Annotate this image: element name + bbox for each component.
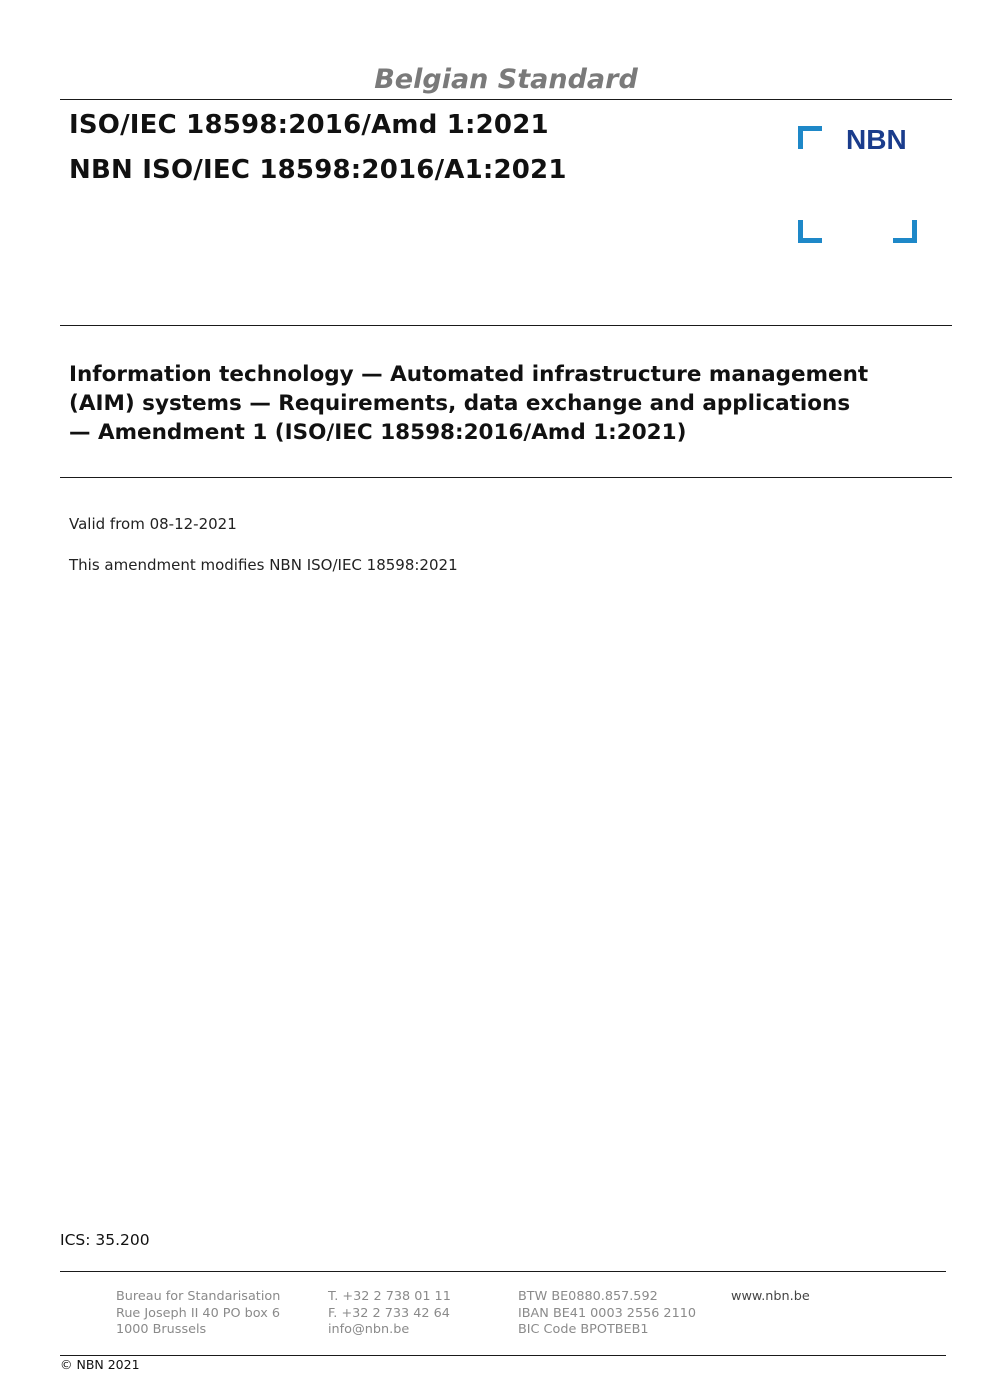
footer-line: Rue Joseph II 40 PO box 6 xyxy=(116,1305,280,1321)
footer-line: BTW BE0880.857.592 xyxy=(518,1289,658,1304)
nbn-logo xyxy=(796,122,920,248)
logo-text: NBN xyxy=(846,124,907,155)
footer-banking xyxy=(518,1289,696,1339)
amendment-note: This amendment modifies NBN ISO/IEC 18598:2021 xyxy=(69,556,458,574)
nbn-standard-code: NBN ISO/IEC 18598:2016/A1:2021 xyxy=(69,155,567,185)
top-divider xyxy=(60,99,952,100)
footer-line: Bureau for Standarisation xyxy=(116,1289,281,1304)
iso-standard-code: ISO/IEC 18598:2016/Amd 1:2021 xyxy=(69,110,549,140)
title-bottom-divider xyxy=(60,477,952,478)
footer-email-link[interactable]: info@nbn.be xyxy=(328,1322,410,1337)
valid-from-text: Valid from 08-12-2021 xyxy=(69,515,237,533)
copyright-notice: © NBN 2021 xyxy=(60,1357,140,1372)
footer-website xyxy=(731,1289,810,1306)
ics-code: ICS: 35.200 xyxy=(60,1231,150,1249)
title-line: — Amendment 1 (ISO/IEC 18598:2016/Amd 1:2021) xyxy=(69,420,687,445)
footer-contact xyxy=(328,1289,451,1339)
footer-address xyxy=(116,1289,280,1339)
footer-line: IBAN BE41 0003 2556 2110 xyxy=(518,1305,697,1321)
footer-phone: T. +32 2 738 01 11 xyxy=(328,1289,451,1304)
title-line: Information technology — Automated infrastructure management xyxy=(69,362,869,387)
footer-top-divider xyxy=(60,1271,946,1272)
footer-fax: F. +32 2 733 42 64 xyxy=(328,1305,450,1321)
footer-line: 1000 Brussels xyxy=(116,1322,207,1337)
document-type-heading: Belgian Standard xyxy=(374,64,638,95)
title-line: (AIM) systems — Requirements, data exchange and applications xyxy=(69,391,851,416)
document-title xyxy=(69,360,949,447)
footer-line: BIC Code BPOTBEB1 xyxy=(518,1322,649,1337)
website-link[interactable]: www.nbn.be xyxy=(731,1289,810,1304)
title-top-divider xyxy=(60,325,952,326)
footer-bottom-divider xyxy=(60,1355,946,1356)
